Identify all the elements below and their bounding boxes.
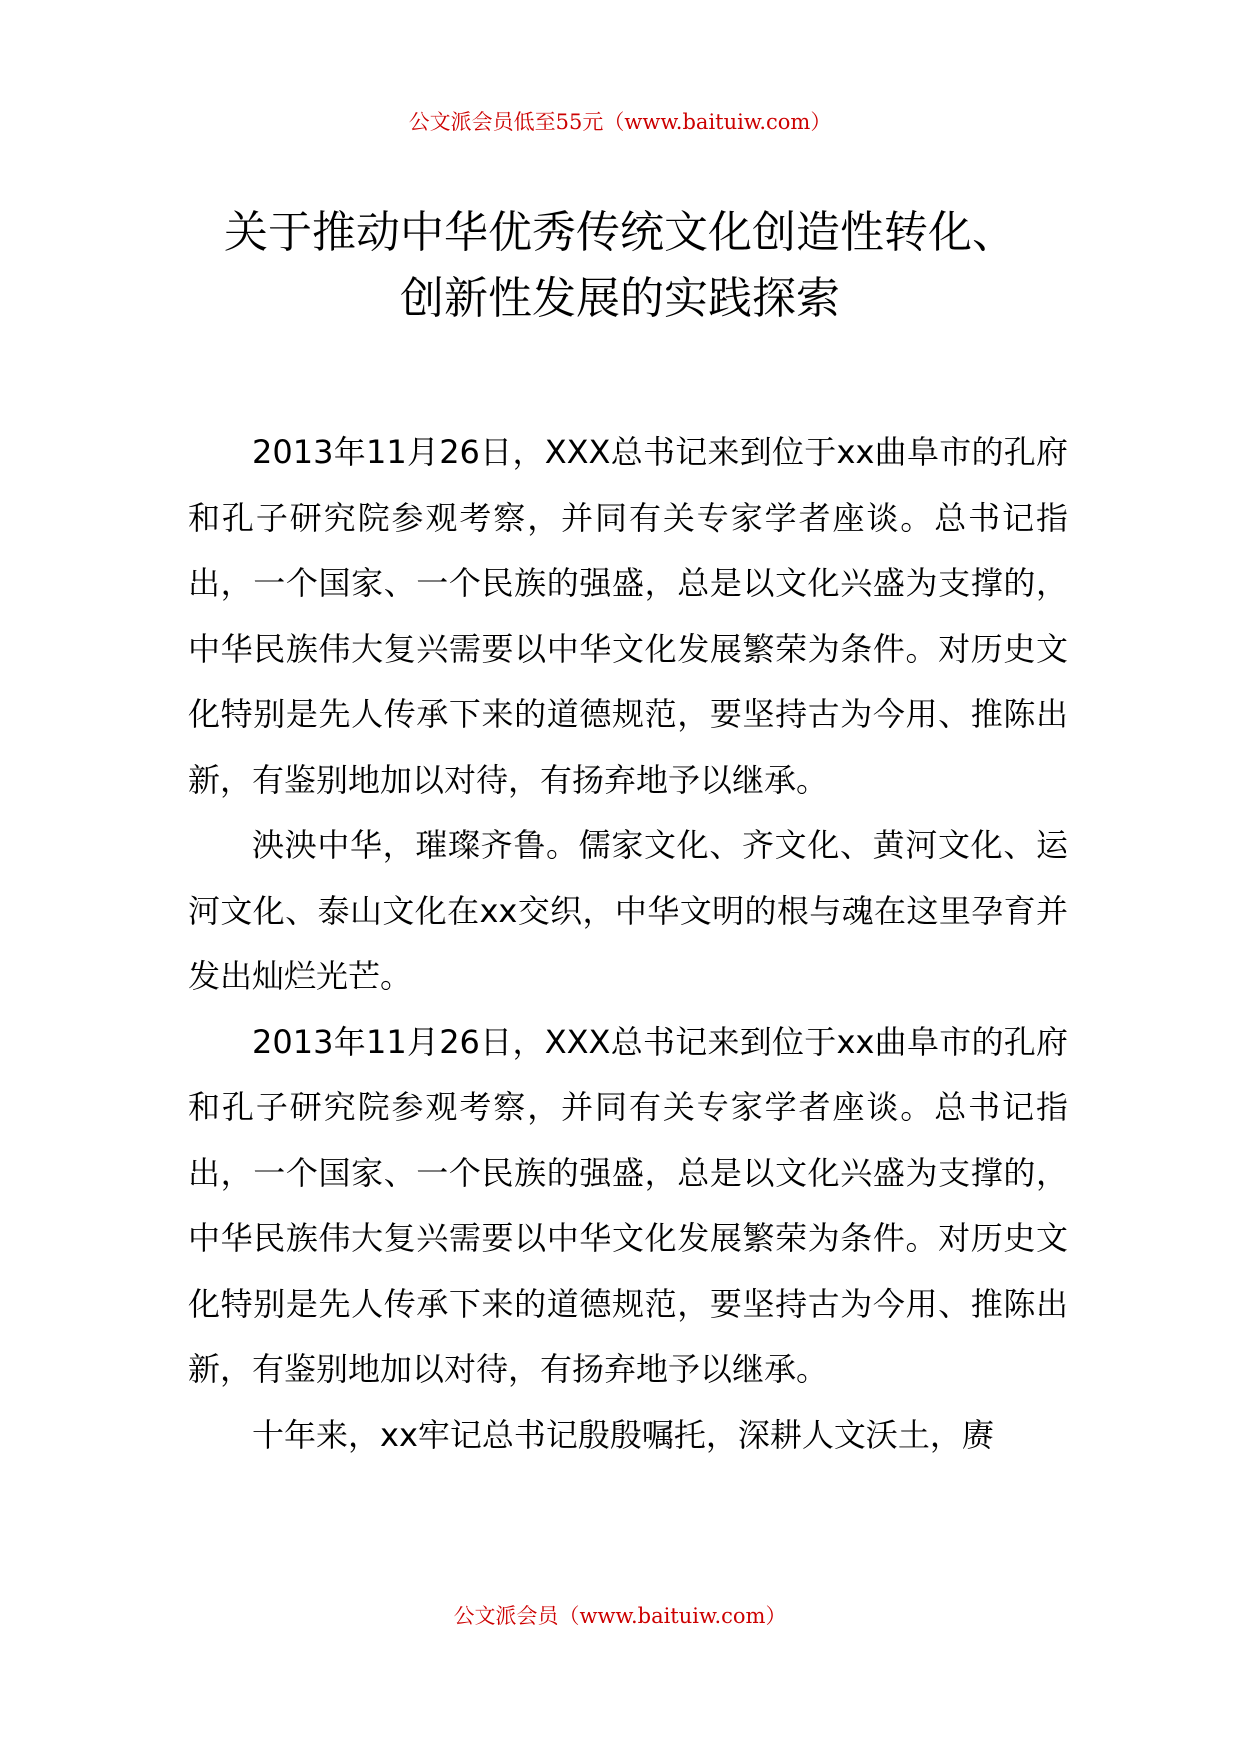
footer-promo-banner: 公文派会员（www.baituiw.com） [453, 1604, 787, 1628]
title-line-2: 创新性发展的实践探索 [400, 273, 840, 324]
header-promo-banner: 公文派会员低至55元（www.baituiw.com） [408, 110, 832, 134]
paragraph-1: 2013年11月26日，XXX总书记来到位于xx曲阜市的孔府和孔子研究院参观考察，并同有关专家学者座谈。总书记指出，一个国家、一个民族的强盛，总是以文化兴盛为支撑的，中华民族伟大复兴需要以中华文化发展繁荣为条件。对历史文化特别是先人传承下来的道德规范，要坚持古为今用、推陈出新，有鉴别地加以对待，有扬弃地予以继承。 [188, 433, 1068, 799]
paragraph-4: 十年来，xx牢记总书记殷殷嘱托，深耕人文沃土，赓 [252, 1415, 994, 1454]
title-line-1: 关于推动中华优秀传统文化创造性转化、 [224, 207, 1016, 258]
document-title [0, 200, 1240, 332]
paragraph-2: 泱泱中华，璀璨齐鲁。儒家文化、齐文化、黄河文化、运河文化、泰山文化在xx交织，中华文明的根与魂在这里孕育并发出灿烂光芒。 [188, 826, 1068, 995]
paragraph-3: 2013年11月26日，XXX总书记来到位于xx曲阜市的孔府和孔子研究院参观考察，并同有关专家学者座谈。总书记指出，一个国家、一个民族的强盛，总是以文化兴盛为支撑的，中华民族伟大复兴需要以中华文化发展繁荣为条件。对历史文化特别是先人传承下来的道德规范，要坚持古为今用、推陈出新，有鉴别地加以对待，有扬弃地予以继承。 [188, 1022, 1068, 1388]
document-body [188, 420, 1068, 1468]
